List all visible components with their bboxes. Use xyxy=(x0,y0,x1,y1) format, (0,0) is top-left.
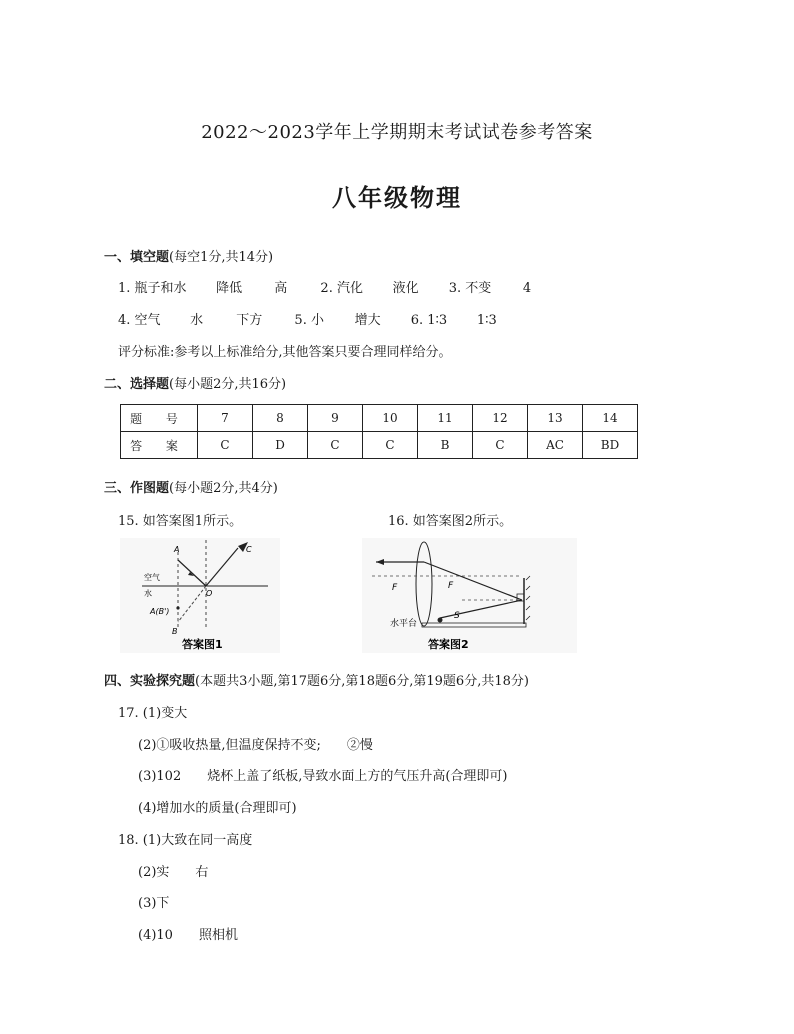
section3-note: (每小题2分,共4分) xyxy=(169,481,278,496)
answer-cell: C xyxy=(363,432,418,459)
label-B: B xyxy=(172,627,178,636)
answer-table xyxy=(120,404,638,459)
answer-1a: 1. 瓶子和水 xyxy=(118,281,187,296)
answer-4b: 水 xyxy=(190,313,204,328)
answer-2a: 2. 汽化 xyxy=(320,281,363,296)
section2-heading: 二、选择题 xyxy=(104,377,170,392)
section1-row2 xyxy=(118,309,497,328)
answer-cell: C xyxy=(308,432,363,459)
figure-1-caption: 答案图1 xyxy=(182,638,223,651)
label-C: C xyxy=(246,545,252,554)
question-number: 8 xyxy=(253,405,308,432)
answer-cell: BD xyxy=(583,432,638,459)
answer-cell: D xyxy=(253,432,308,459)
grading-note: 评分标准:参考以上标准给分,其他答案只要合理同样给分。 xyxy=(118,345,452,360)
answer-1c: 高 xyxy=(274,281,288,296)
q15-text: 15. 如答案图1所示。 xyxy=(118,514,243,529)
answer-2b: 液化 xyxy=(392,281,419,296)
label-horizontal-table: 水平台 xyxy=(390,619,418,629)
answer-figure-2 xyxy=(362,538,577,653)
section3-header xyxy=(104,477,278,496)
section4-header xyxy=(104,670,529,689)
answer-5b: 增大 xyxy=(354,313,381,328)
table-row xyxy=(121,432,638,459)
answer-cell: C xyxy=(198,432,253,459)
answer-4c: 下方 xyxy=(236,313,263,328)
answer-6a: 6. 1∶3 xyxy=(410,313,448,328)
answer-line: (4)增加水的质量(合理即可) xyxy=(138,801,297,816)
answer-6b: 1∶3 xyxy=(476,313,497,328)
label-F-left: F xyxy=(392,583,398,593)
label-A: A xyxy=(174,545,180,554)
section1-row1 xyxy=(118,277,531,296)
answer-cell: AC xyxy=(528,432,583,459)
document-subtitle: 2022～2023学年上学期期末考试试卷参考答案 xyxy=(201,122,593,143)
answer-line: 18. (1)大致在同一高度 xyxy=(118,833,253,848)
answer-line: (3)102 烧杯上盖了纸板,导致水面上方的气压升高(合理即可) xyxy=(138,769,508,784)
answer-4a: 4. 空气 xyxy=(118,313,161,328)
point-marker xyxy=(176,606,179,609)
figure-2-caption: 答案图2 xyxy=(428,638,469,651)
answer-cell: B xyxy=(418,432,473,459)
section2-note: (每小题2分,共16分) xyxy=(169,377,287,392)
answer-1b: 降低 xyxy=(216,281,243,296)
question-number: 11 xyxy=(418,405,473,432)
question-number: 9 xyxy=(308,405,363,432)
section1-note: (每空1分,共14分) xyxy=(169,250,274,265)
label-AB: A(B') xyxy=(150,607,170,616)
label-air: 空气 xyxy=(144,573,160,582)
table-row-label: 题 号 xyxy=(121,405,198,432)
label-F-right: F xyxy=(448,581,454,591)
answer-3: 3. 不变 xyxy=(448,281,492,296)
table-row xyxy=(121,405,638,432)
question-number: 13 xyxy=(528,405,583,432)
section2-header xyxy=(104,373,286,392)
section1-heading: 一、填空题 xyxy=(104,250,170,265)
answer-line: (2)实 右 xyxy=(138,865,209,880)
section4-heading: 四、实验探究题 xyxy=(104,674,196,689)
answer-3b: 4 xyxy=(522,281,532,296)
answer-5a: 5. 小 xyxy=(294,313,324,328)
question-number: 7 xyxy=(198,405,253,432)
section1-header xyxy=(104,246,273,265)
answer-line: (2)①吸收热量,但温度保持不变; ②慢 xyxy=(138,738,373,753)
table-row-label: 答 案 xyxy=(121,432,198,459)
answer-figure-1 xyxy=(120,538,280,653)
section3-heading: 三、作图题 xyxy=(104,481,170,496)
document-title: 八年级物理 xyxy=(332,184,462,212)
question-number: 12 xyxy=(473,405,528,432)
answer-line: (4)10 照相机 xyxy=(138,928,238,943)
question-number: 10 xyxy=(363,405,418,432)
figure-background xyxy=(362,538,577,653)
question-number: 14 xyxy=(583,405,638,432)
light-source-point xyxy=(438,618,443,623)
answer-line: 17. (1)变大 xyxy=(118,706,188,721)
label-O: O xyxy=(206,589,213,598)
answer-cell: C xyxy=(473,432,528,459)
answer-line: (3)下 xyxy=(138,896,170,911)
label-S: S xyxy=(454,611,460,621)
q16-text: 16. 如答案图2所示。 xyxy=(388,514,513,529)
section4-note: (本题共3小题,第17题6分,第18题6分,第19题6分,共18分) xyxy=(195,674,529,689)
label-water: 水 xyxy=(144,589,152,598)
